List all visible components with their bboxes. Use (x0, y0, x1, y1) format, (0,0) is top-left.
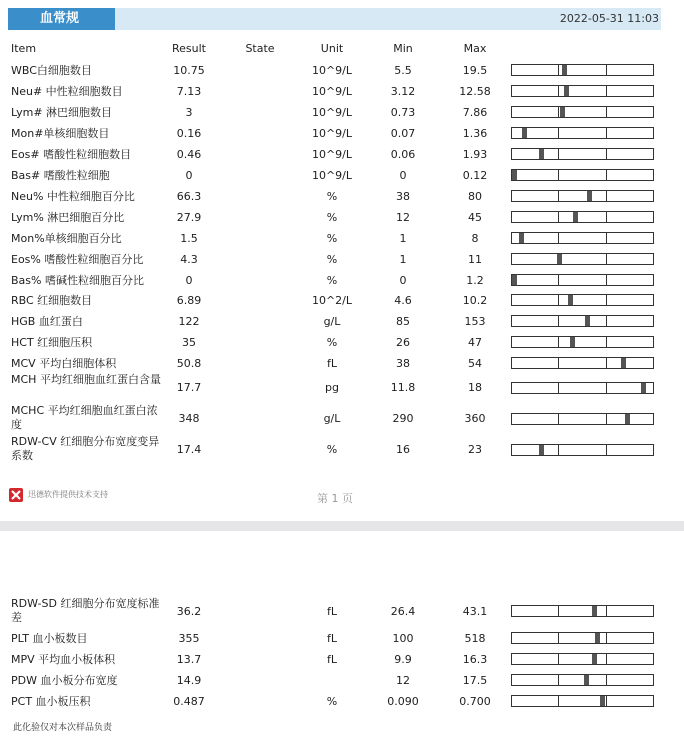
range-divider (558, 675, 559, 685)
range-divider (558, 696, 559, 706)
report-page-2 (0, 531, 684, 746)
unit-value: % (326, 695, 338, 708)
min-value: 0 (399, 169, 407, 182)
range-divider (558, 86, 559, 96)
result-value: 7.13 (176, 85, 202, 98)
range-divider (558, 337, 559, 347)
range-divider (606, 107, 607, 117)
item-name: PDW 血小板分布宽度 (11, 674, 118, 687)
range-divider (558, 275, 559, 285)
table-row (0, 671, 684, 691)
col-item-header: Item (11, 42, 37, 55)
range-divider (558, 606, 559, 616)
range-divider (606, 358, 607, 368)
range-divider (606, 254, 607, 264)
range-bar (511, 653, 654, 665)
unit-value: 10^9/L (311, 127, 353, 140)
result-marker (560, 107, 565, 117)
range-bar (511, 106, 654, 118)
result-value: 4.3 (180, 253, 198, 266)
table-row (0, 312, 684, 332)
item-name: Mon%单核细胞百分比 (11, 232, 122, 245)
unit-value: fL (326, 605, 337, 618)
range-divider (606, 445, 607, 455)
min-value: 85 (396, 315, 410, 328)
result-marker (570, 337, 575, 347)
unit-value: 10^9/L (311, 85, 353, 98)
unit-value: fL (326, 653, 337, 666)
min-value: 9.9 (394, 653, 412, 666)
range-divider (558, 65, 559, 75)
result-value: 13.7 (176, 653, 202, 666)
range-bar (511, 294, 654, 306)
min-value: 12 (396, 674, 410, 687)
result-marker (512, 275, 517, 285)
max-value: 11 (468, 253, 482, 266)
range-divider (606, 654, 607, 664)
min-value: 100 (392, 632, 414, 645)
result-marker (592, 606, 597, 616)
table-row (0, 404, 684, 431)
result-marker (522, 128, 527, 138)
max-value: 1.93 (462, 148, 488, 161)
range-bar (511, 695, 654, 707)
range-divider (558, 233, 559, 243)
range-divider (606, 65, 607, 75)
range-bar (511, 253, 654, 265)
range-bar (511, 232, 654, 244)
table-row (0, 145, 684, 165)
range-divider (558, 358, 559, 368)
min-value: 1 (399, 253, 407, 266)
range-divider (558, 149, 559, 159)
report-title: 血常规 (8, 8, 115, 30)
result-marker (600, 696, 605, 706)
min-value: 38 (396, 190, 410, 203)
item-name: WBC白细胞数目 (11, 64, 92, 77)
result-value: 0.16 (176, 127, 202, 140)
max-value: 80 (468, 190, 482, 203)
unit-value: g/L (323, 412, 341, 425)
result-value: 0 (185, 169, 193, 182)
col-min-header: Min (393, 42, 413, 55)
range-bar (511, 85, 654, 97)
table-row (0, 629, 684, 649)
range-divider (558, 170, 559, 180)
range-bar (511, 127, 654, 139)
range-divider (558, 414, 559, 424)
result-value: 122 (178, 315, 200, 328)
table-row (0, 597, 684, 624)
item-name: Bas# 嗜酸性粒细胞 (11, 169, 110, 182)
min-value: 1 (399, 232, 407, 245)
max-value: 19.5 (462, 64, 488, 77)
item-name: MPV 平均血小板体积 (11, 653, 116, 666)
table-row (0, 435, 684, 462)
item-name: MCHC 平均红细胞血红蛋白浓度 (11, 404, 158, 431)
unit-value: % (326, 336, 338, 349)
min-value: 11.8 (390, 381, 416, 394)
disclaimer-note: 此化验仅对本次样品负责 (13, 723, 113, 733)
unit-value: % (326, 190, 338, 203)
item-name: RBC 红细胞数目 (11, 294, 93, 307)
range-bar (511, 674, 654, 686)
table-row (0, 61, 684, 81)
range-bar (511, 315, 654, 327)
range-divider (606, 675, 607, 685)
max-value: 17.5 (462, 674, 488, 687)
min-value: 26.4 (390, 605, 416, 618)
unit-value: 10^9/L (311, 64, 353, 77)
range-divider (558, 295, 559, 305)
unit-value: 10^9/L (311, 106, 353, 119)
min-value: 0.090 (387, 695, 419, 708)
table-row (0, 373, 684, 398)
result-value: 36.2 (176, 605, 202, 618)
result-value: 66.3 (176, 190, 202, 203)
table-row (0, 208, 684, 228)
range-bar (511, 605, 654, 617)
result-marker (539, 149, 544, 159)
table-row (0, 650, 684, 670)
range-divider (558, 654, 559, 664)
item-name: Bas% 嗜碱性粒细胞百分比 (11, 274, 144, 287)
result-marker (564, 86, 569, 96)
max-value: 16.3 (462, 653, 488, 666)
result-marker (595, 633, 600, 643)
max-value: 518 (464, 632, 486, 645)
range-divider (606, 191, 607, 201)
result-marker (592, 654, 597, 664)
result-marker (641, 383, 646, 393)
result-marker (585, 316, 590, 326)
page-number: 第 1 页 (317, 492, 353, 505)
range-divider (606, 275, 607, 285)
range-divider (558, 191, 559, 201)
max-value: 360 (464, 412, 486, 425)
table-row (0, 291, 684, 311)
range-divider (558, 212, 559, 222)
range-divider (606, 316, 607, 326)
result-value: 10.75 (173, 64, 205, 77)
range-divider (558, 107, 559, 117)
range-divider (606, 383, 607, 393)
result-value: 17.7 (176, 381, 202, 394)
max-value: 153 (464, 315, 486, 328)
range-divider (558, 633, 559, 643)
item-name: HCT 红细胞压积 (11, 336, 93, 349)
result-value: 348 (178, 412, 200, 425)
page-separator (0, 521, 684, 531)
range-divider (558, 316, 559, 326)
max-value: 12.58 (459, 85, 491, 98)
range-divider (558, 383, 559, 393)
result-value: 6.89 (176, 294, 202, 307)
max-value: 0.12 (462, 169, 488, 182)
result-value: 355 (178, 632, 200, 645)
unit-value: g/L (323, 315, 341, 328)
unit-value: % (326, 274, 338, 287)
table-row (0, 103, 684, 123)
range-bar (511, 169, 654, 181)
range-bar (511, 64, 654, 76)
tech-support-text: 迅德软件提供技术支持 (28, 490, 108, 499)
title-bar (8, 8, 661, 30)
range-divider (558, 445, 559, 455)
unit-value: fL (326, 357, 337, 370)
table-row (0, 333, 684, 353)
range-divider (606, 414, 607, 424)
range-bar (511, 148, 654, 160)
range-divider (606, 337, 607, 347)
table-row (0, 124, 684, 144)
range-divider (606, 149, 607, 159)
table-row (0, 229, 684, 249)
range-bar (511, 444, 654, 456)
result-value: 27.9 (176, 211, 202, 224)
result-marker (625, 414, 630, 424)
unit-value: fL (326, 632, 337, 645)
result-value: 0 (185, 274, 193, 287)
min-value: 0.06 (390, 148, 416, 161)
range-bar (511, 632, 654, 644)
item-name: MCV 平均白细胞体积 (11, 357, 117, 370)
result-value: 3 (185, 106, 193, 119)
item-name: Neu# 中性粒细胞数目 (11, 85, 123, 98)
result-value: 17.4 (176, 443, 202, 456)
result-marker (584, 675, 589, 685)
range-divider (558, 128, 559, 138)
result-marker (562, 65, 567, 75)
result-value: 50.8 (176, 357, 202, 370)
item-name: Lym% 淋巴细胞百分比 (11, 211, 125, 224)
table-row (0, 82, 684, 102)
range-bar (511, 357, 654, 369)
result-marker (519, 233, 524, 243)
col-result-header: Result (172, 42, 206, 55)
range-bar (511, 413, 654, 425)
result-marker (512, 170, 517, 180)
table-row (0, 692, 684, 712)
unit-value: pg (325, 381, 339, 394)
report-datetime: 2022-05-31 11:03 (559, 12, 659, 25)
unit-value: 10^9/L (311, 169, 353, 182)
result-marker (573, 212, 578, 222)
min-value: 16 (396, 443, 410, 456)
result-marker (557, 254, 562, 264)
min-value: 0.73 (390, 106, 416, 119)
table-row (0, 250, 684, 270)
item-name: RDW-SD 红细胞分布宽度标准差 (11, 597, 160, 624)
max-value: 23 (468, 443, 482, 456)
table-row (0, 354, 684, 374)
col-unit-header: Unit (320, 42, 344, 55)
range-divider (606, 212, 607, 222)
unit-value: % (326, 211, 338, 224)
min-value: 26 (396, 336, 410, 349)
item-name: MCH 平均红细胞血红蛋白含量 (11, 373, 161, 386)
min-value: 3.12 (390, 85, 416, 98)
max-value: 43.1 (462, 605, 488, 618)
min-value: 12 (396, 211, 410, 224)
min-value: 5.5 (394, 64, 412, 77)
range-divider (606, 696, 607, 706)
range-divider (606, 86, 607, 96)
unit-value: % (326, 232, 338, 245)
result-value: 0.487 (173, 695, 205, 708)
result-marker (621, 358, 626, 368)
max-value: 18 (468, 381, 482, 394)
col-max-header: Max (463, 42, 487, 55)
min-value: 0 (399, 274, 407, 287)
table-header (0, 42, 684, 56)
unit-value: % (326, 253, 338, 266)
table-row (0, 271, 684, 291)
min-value: 38 (396, 357, 410, 370)
result-value: 0.46 (176, 148, 202, 161)
item-name: Mon#单核细胞数目 (11, 127, 110, 140)
result-value: 1.5 (180, 232, 198, 245)
range-divider (606, 633, 607, 643)
item-name: PCT 血小板压积 (11, 695, 91, 708)
max-value: 0.700 (459, 695, 491, 708)
col-state-header: State (245, 42, 275, 55)
max-value: 10.2 (462, 294, 488, 307)
result-marker (568, 295, 573, 305)
item-name: Eos% 嗜酸性粒细胞百分比 (11, 253, 144, 266)
result-value: 35 (182, 336, 196, 349)
range-bar (511, 274, 654, 286)
range-divider (606, 128, 607, 138)
range-bar (511, 336, 654, 348)
min-value: 0.07 (390, 127, 416, 140)
result-marker (587, 191, 592, 201)
xunde-logo-icon (9, 488, 23, 502)
max-value: 45 (468, 211, 482, 224)
range-divider (606, 606, 607, 616)
table-row (0, 187, 684, 207)
item-name: Neu% 中性粒细胞百分比 (11, 190, 135, 203)
result-value: 14.9 (176, 674, 202, 687)
unit-value: % (326, 443, 338, 456)
max-value: 54 (468, 357, 482, 370)
max-value: 47 (468, 336, 482, 349)
unit-value: 10^2/L (311, 294, 353, 307)
max-value: 8 (471, 232, 479, 245)
item-name: PLT 血小板数目 (11, 632, 88, 645)
range-divider (606, 295, 607, 305)
item-name: RDW-CV 红细胞分布宽度变异系数 (11, 435, 160, 462)
range-bar (511, 190, 654, 202)
table-row (0, 166, 684, 186)
range-bar (511, 211, 654, 223)
range-bar (511, 382, 654, 394)
range-divider (606, 170, 607, 180)
min-value: 4.6 (394, 294, 412, 307)
min-value: 290 (392, 412, 414, 425)
item-name: Lym# 淋巴细胞数目 (11, 106, 113, 119)
item-name: HGB 血红蛋白 (11, 315, 83, 328)
max-value: 1.2 (466, 274, 484, 287)
range-divider (606, 233, 607, 243)
result-marker (539, 445, 544, 455)
item-name: Eos# 嗜酸性粒细胞数目 (11, 148, 132, 161)
max-value: 1.36 (462, 127, 488, 140)
unit-value: 10^9/L (311, 148, 353, 161)
max-value: 7.86 (462, 106, 488, 119)
